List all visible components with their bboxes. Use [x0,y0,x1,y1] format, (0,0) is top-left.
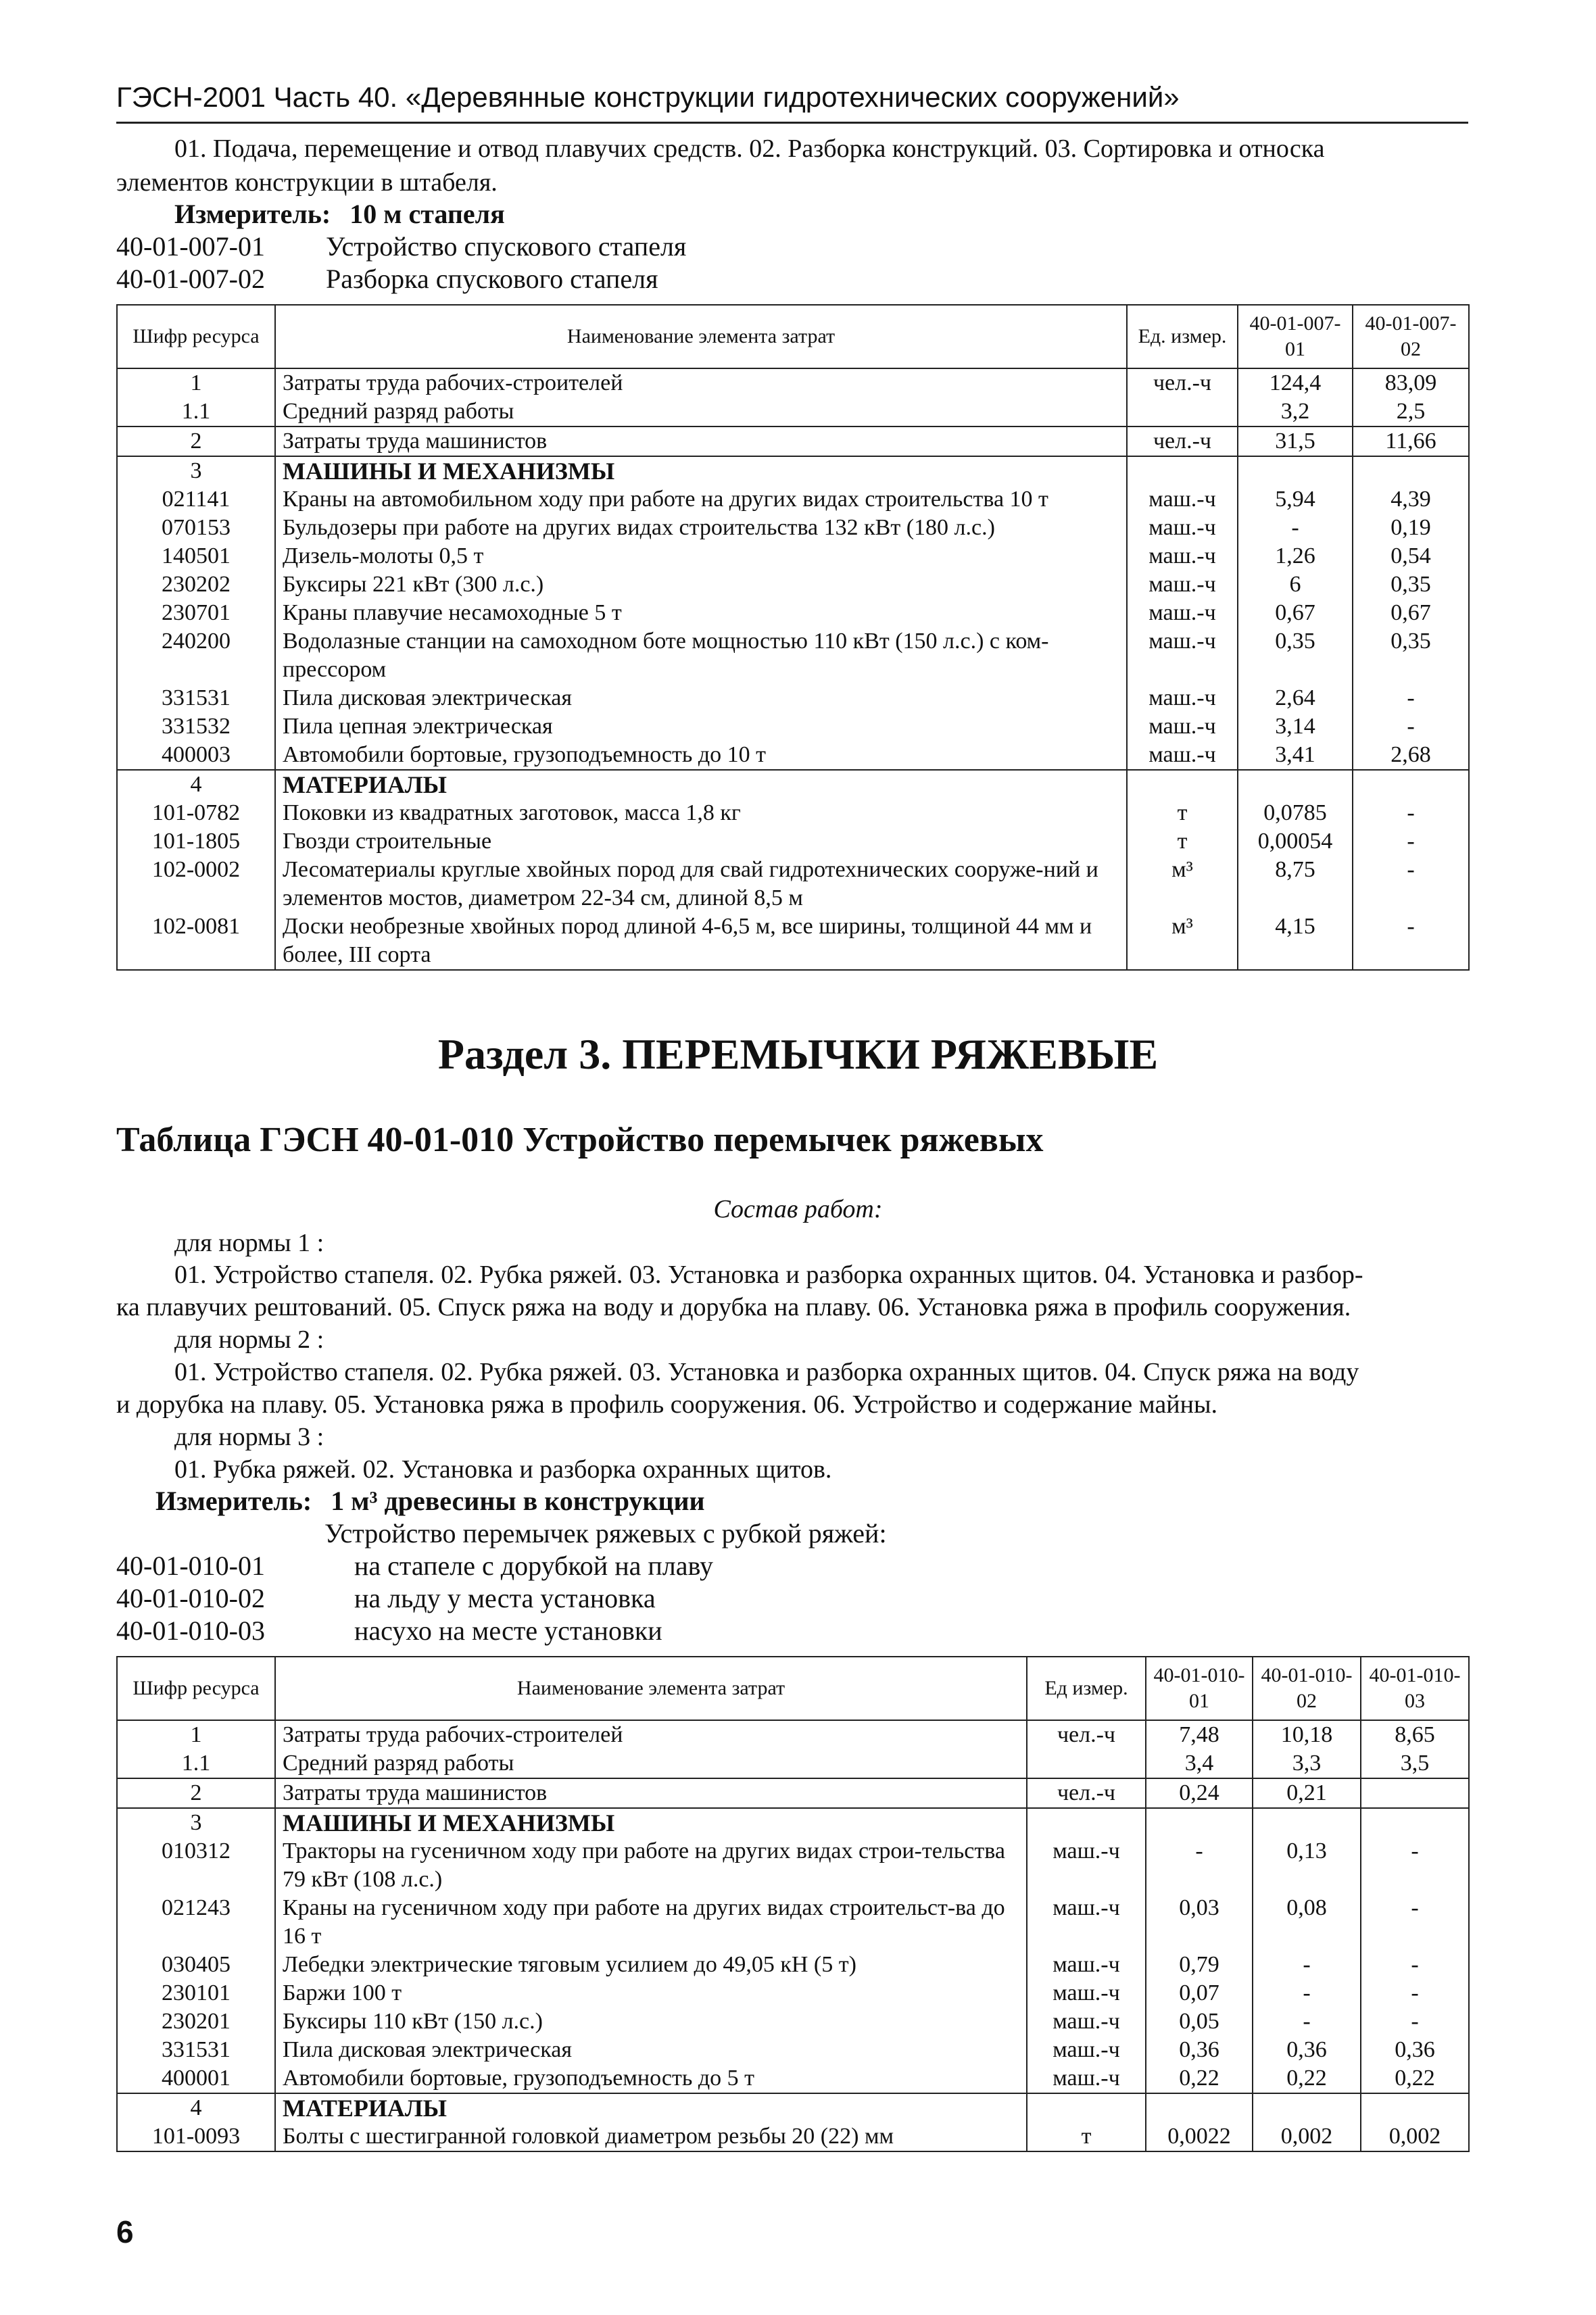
norm-value-1: 3,2 [1238,397,1353,427]
table-title: Таблица ГЭСН 40-01-010 Устройство перемычек ряжевых [116,1121,1044,1159]
norm-row [116,1549,1468,1583]
work-description-line2: элементов конструкции в штабеля. [116,168,498,197]
unit-cell: маш.-ч [1027,2007,1146,2036]
table-row [117,856,1469,912]
resource-code: 1 [117,368,275,397]
norm-value-2: - [1253,1979,1361,2007]
resource-table-1 [116,304,1470,971]
resource-name: Средний разряд работы [275,1749,1027,1778]
unit-cell: маш.-ч [1127,741,1238,770]
section-title: Раздел 3. ПЕРЕМЫЧКИ РЯЖЕВЫЕ [437,1030,1159,1078]
norms-intro: Устройство перемычек ряжевых с рубкой ряжей: [324,1518,887,1549]
composition-label: Состав работ: [713,1195,883,1223]
resource-code: 2 [117,427,275,456]
norm-name: на стапеле с дорубкой на плаву [354,1551,713,1581]
unit-cell [1127,770,1238,799]
resource-code: 3 [117,456,275,485]
table-row [117,2064,1469,2093]
resource-name: Буксиры 110 кВт (150 л.с.) [275,2007,1027,2036]
norm-value-1 [1238,456,1353,485]
norm-value-1: 0,22 [1146,2064,1253,2093]
resource-name: Гвозди строительные [275,827,1127,856]
norm-value-3: - [1361,1951,1469,1979]
norm-name: на льду у места установка [354,1583,656,1613]
unit-cell: маш.-ч [1127,599,1238,627]
resource-name: Пила дисковая электрическая [275,2036,1027,2064]
resource-name: Краны плавучие несамоходные 5 т [275,599,1127,627]
unit-cell: маш.-ч [1127,684,1238,712]
table-row [117,1749,1469,1778]
norm-value-1: 0,05 [1146,2007,1253,2036]
table-row [117,456,1469,485]
norm-value-3: 0,22 [1361,2064,1469,2093]
resource-code: 101-0782 [117,799,275,827]
norm-value-2: 83,09 [1353,368,1469,397]
resource-code: 2 [117,1778,275,1808]
table-row [117,1837,1469,1894]
resource-name: Средний разряд работы [275,397,1127,427]
norm-value-2: 0,35 [1353,570,1469,599]
norm-value-1: 0,79 [1146,1951,1253,1979]
norm-value-2: 0,08 [1253,1894,1361,1951]
header-unit: Ед измер. [1027,1657,1146,1720]
resource-code: 021141 [117,485,275,514]
resource-code: 230101 [117,1979,275,2007]
norm-name: насухо на месте установки [354,1615,662,1646]
table-header-row [117,1657,1469,1720]
norm-value-1: - [1238,514,1353,542]
table-row [117,485,1469,514]
norm-value-1: 3,41 [1238,741,1353,770]
norm-value-1: 0,35 [1238,627,1353,684]
work-group-line: и дорубка на плаву. 05. Установка ряжа в профиль сооружения. 06. Устройство и содержание майны. [116,1390,1217,1419]
norm-code: 40-01-010-01 [116,1551,265,1581]
norm-name: Устройство спускового стапеля [326,231,687,262]
norm-value-2: - [1353,799,1469,827]
norm-value-1: 8,75 [1238,856,1353,912]
unit-cell: маш.-ч [1127,485,1238,514]
norm-value-3: - [1361,1894,1469,1951]
norm-value-1: 6 [1238,570,1353,599]
resource-name: Пила цепная электрическая [275,712,1127,741]
norm-row [116,262,1468,296]
table-row [117,427,1469,456]
resource-code: 400001 [117,2064,275,2093]
norm-row [116,1614,1468,1648]
resource-name: Затраты труда рабочих-строителей [275,1720,1027,1749]
norm-value-3: 0,36 [1361,2036,1469,2064]
norm-value-2: 0,21 [1253,1778,1361,1808]
table-row [117,1951,1469,1979]
work-description-line1: 01. Подача, перемещение и отвод плавучих средств. 02. Разборка конструкций. 03. Сортировка и относка [174,135,1325,163]
norm-value-2: 0,36 [1253,2036,1361,2064]
norm-value-1: 0,00054 [1238,827,1353,856]
resource-code: 331531 [117,684,275,712]
resource-code: 101-0093 [117,2122,275,2151]
norm-value-1 [1146,1808,1253,1837]
unit-cell: т [1127,799,1238,827]
resource-code: 331532 [117,712,275,741]
unit-cell [1027,1808,1146,1837]
work-group-label: для нормы 1 : [174,1229,324,1257]
norm-row [116,230,1468,264]
table-row [117,599,1469,627]
work-group-label: для нормы 3 : [174,1423,324,1451]
measure-label: Измеритель: [155,1486,312,1516]
unit-cell [1127,397,1238,427]
resource-code: 230202 [117,570,275,599]
resource-name: Затраты труда рабочих-строителей [275,368,1127,397]
unit-cell: чел.-ч [1127,427,1238,456]
unit-cell: маш.-ч [1127,712,1238,741]
norm-value-2: - [1353,684,1469,712]
work-group-line: 01. Рубка ряжей. 02. Установка и разборка охранных щитов. [174,1455,832,1484]
resource-code: 102-0002 [117,856,275,912]
resource-code: 4 [117,770,275,799]
header-code: Шифр ресурса [117,305,275,368]
table-row [117,912,1469,970]
resource-code: 070153 [117,514,275,542]
table-row [117,2122,1469,2151]
unit-cell: маш.-ч [1027,1979,1146,2007]
table-row [117,1979,1469,2007]
unit-cell: маш.-ч [1027,2064,1146,2093]
resource-name: МАТЕРИАЛЫ [275,770,1127,799]
resource-name: Затраты труда машинистов [275,1778,1027,1808]
norm-value-3: - [1361,1979,1469,2007]
norm-value-3: 0,002 [1361,2122,1469,2151]
header-norm-col-1: 40-01-007-01 [1238,305,1353,368]
norm-value-3 [1361,2093,1469,2122]
norm-value-1: 4,15 [1238,912,1353,970]
norm-value-2: 4,39 [1353,485,1469,514]
table-row [117,712,1469,741]
norm-value-2: - [1353,912,1469,970]
measure-value: 1 м³ древесины в конструкции [331,1486,705,1516]
unit-cell: маш.-ч [1027,2036,1146,2064]
table-header-row [117,305,1469,368]
table-row [117,684,1469,712]
page-number: 6 [116,2214,134,2249]
resource-code: 102-0081 [117,912,275,970]
resource-code: 1.1 [117,1749,275,1778]
norm-value-1: 3,14 [1238,712,1353,741]
resource-name: Болты с шестигранной головкой диаметром резьбы 20 (22) мм [275,2122,1027,2151]
measure-label: Измеритель: [174,199,331,229]
unit-cell: маш.-ч [1127,570,1238,599]
resource-name: Буксиры 221 кВт (300 л.с.) [275,570,1127,599]
unit-cell: т [1127,827,1238,856]
work-group-line: 01. Устройство стапеля. 02. Рубка ряжей. 03. Установка и разборка охранных щитов. 04. Установка и разбор- [174,1261,1363,1289]
unit-cell: маш.-ч [1127,514,1238,542]
resource-name: Дизель-молоты 0,5 т [275,542,1127,570]
table-row [117,1808,1469,1837]
table-row [117,770,1469,799]
resource-code: 1.1 [117,397,275,427]
unit-cell: маш.-ч [1027,1837,1146,1894]
unit-cell [1027,2093,1146,2122]
norm-value-2: 2,5 [1353,397,1469,427]
resource-code: 331531 [117,2036,275,2064]
norm-code: 40-01-007-02 [116,264,265,294]
norm-value-2: 3,3 [1253,1749,1361,1778]
norm-value-2: 0,002 [1253,2122,1361,2151]
unit-cell: м³ [1127,856,1238,912]
table-row [117,2036,1469,2064]
measure-line [174,197,505,231]
work-group-label: для нормы 2 : [174,1325,324,1354]
table-row [117,514,1469,542]
norm-value-2 [1253,2093,1361,2122]
norm-value-1: - [1146,1837,1253,1894]
norm-value-3: 8,65 [1361,1720,1469,1749]
table-row [117,542,1469,570]
header-name: Наименование элемента затрат [275,305,1127,368]
norm-value-2: 0,22 [1253,2064,1361,2093]
norm-value-3 [1361,1778,1469,1808]
measure-value: 10 м стапеля [349,199,505,229]
resource-table-2 [116,1656,1470,2152]
unit-cell: чел.-ч [1127,368,1238,397]
resource-name: МАШИНЫ И МЕХАНИЗМЫ [275,1808,1027,1837]
resource-name: Краны на гусеничном ходу при работе на других видах строительст-ва до 16 т [275,1894,1027,1951]
norm-value-1: 5,94 [1238,485,1353,514]
unit-cell [1027,1749,1146,1778]
norm-value-2: - [1353,827,1469,856]
table-row [117,627,1469,684]
resource-code: 030405 [117,1951,275,1979]
norm-value-2: 0,19 [1353,514,1469,542]
resource-name: Бульдозеры при работе на других видах строительства 132 кВт (180 л.с.) [275,514,1127,542]
resource-code: 1 [117,1720,275,1749]
norm-value-1: 0,0022 [1146,2122,1253,2151]
norm-value-1: 0,36 [1146,2036,1253,2064]
resource-code: 140501 [117,542,275,570]
header-unit: Ед. измер. [1127,305,1238,368]
resource-name: Автомобили бортовые, грузоподъемность до 5 т [275,2064,1027,2093]
resource-name: Автомобили бортовые, грузоподъемность до 10 т [275,741,1127,770]
unit-cell: маш.-ч [1127,542,1238,570]
header-norm-col-3: 40-01-010-03 [1361,1657,1469,1720]
resource-code: 240200 [117,627,275,684]
norm-value-2 [1353,456,1469,485]
norm-value-2: 0,35 [1353,627,1469,684]
table-row [117,2007,1469,2036]
unit-cell [1127,456,1238,485]
norm-code: 40-01-007-01 [116,231,265,262]
resource-name: Доски необрезные хвойных пород длиной 4-6,5 м, все ширины, толщиной 44 мм и более, III сорта [275,912,1127,970]
header-name: Наименование элемента затрат [275,1657,1027,1720]
norm-value-3: - [1361,1837,1469,1894]
norm-value-2 [1353,770,1469,799]
table-row [117,2093,1469,2122]
norm-code: 40-01-010-02 [116,1583,265,1613]
header-code: Шифр ресурса [117,1657,275,1720]
table-row [117,741,1469,770]
resource-name: Водолазные станции на самоходном боте мощностью 110 кВт (150 л.с.) с ком-прессором [275,627,1127,684]
norm-value-1: 0,0785 [1238,799,1353,827]
norm-value-1: 0,67 [1238,599,1353,627]
norm-value-1 [1146,2093,1253,2122]
norm-value-2: - [1353,856,1469,912]
resource-name: Краны на автомобильном ходу при работе на других видах строительства 10 т [275,485,1127,514]
norm-value-2: 0,67 [1353,599,1469,627]
resource-name: Пила дисковая электрическая [275,684,1127,712]
table-row [117,1720,1469,1749]
resource-name: МАТЕРИАЛЫ [275,2093,1027,2122]
resource-code: 101-1805 [117,827,275,856]
table-row [117,799,1469,827]
unit-cell: маш.-ч [1027,1951,1146,1979]
resource-name: Лебедки электрические тяговым усилием до 49,05 кН (5 т) [275,1951,1027,1979]
table-row [117,368,1469,397]
unit-cell: м³ [1127,912,1238,970]
norm-name: Разборка спускового стапеля [326,264,658,294]
norm-value-1: 2,64 [1238,684,1353,712]
resource-name: МАШИНЫ И МЕХАНИЗМЫ [275,456,1127,485]
norm-value-2: - [1253,2007,1361,2036]
unit-cell: т [1027,2122,1146,2151]
norm-value-3: - [1361,2007,1469,2036]
resource-name: Лесоматериалы круглые хвойных пород для свай гидротехнических сооруже-ний и элементов мостов, диаметром 22-34 см, длиной 8,5 м [275,856,1127,912]
resource-name: Поковки из квадратных заготовок, масса 1,8 кг [275,799,1127,827]
table-row [117,570,1469,599]
measure-line-2 [155,1484,705,1518]
norm-value-2: 0,13 [1253,1837,1361,1894]
norm-value-2: 11,66 [1353,427,1469,456]
resource-code: 3 [117,1808,275,1837]
resource-name: Баржи 100 т [275,1979,1027,2007]
norm-code: 40-01-010-03 [116,1615,265,1646]
norm-value-3: 3,5 [1361,1749,1469,1778]
norm-value-1 [1238,770,1353,799]
norm-value-1: 1,26 [1238,542,1353,570]
table-row [117,397,1469,427]
norm-value-2: 0,54 [1353,542,1469,570]
table-row [117,827,1469,856]
header-norm-col-2: 40-01-007-02 [1353,305,1469,368]
norm-value-1: 3,4 [1146,1749,1253,1778]
norm-value-1: 124,4 [1238,368,1353,397]
norm-value-1: 7,48 [1146,1720,1253,1749]
norm-value-1: 0,03 [1146,1894,1253,1951]
table-row [117,1778,1469,1808]
norm-value-1: 0,24 [1146,1778,1253,1808]
resource-code: 230701 [117,599,275,627]
running-header: ГЭСН-2001 Часть 40. «Деревянные конструкции гидротехнических сооружений» [116,80,1468,124]
resource-code: 4 [117,2093,275,2122]
unit-cell: маш.-ч [1127,627,1238,684]
work-group-line: 01. Устройство стапеля. 02. Рубка ряжей. 03. Установка и разборка охранных щитов. 04. Спуск ряжа на воду [174,1358,1359,1386]
unit-cell: чел.-ч [1027,1778,1146,1808]
norm-value-2: - [1253,1951,1361,1979]
norm-row [116,1582,1468,1615]
norm-value-2: 10,18 [1253,1720,1361,1749]
resource-name: Тракторы на гусеничном ходу при работе на других видах строи-тельства 79 кВт (108 л.с.) [275,1837,1027,1894]
unit-cell: маш.-ч [1027,1894,1146,1951]
resource-code: 400003 [117,741,275,770]
header-norm-col-2: 40-01-010-02 [1253,1657,1361,1720]
norm-value-2 [1253,1808,1361,1837]
norm-value-1: 0,07 [1146,1979,1253,2007]
table-row [117,1894,1469,1951]
resource-name: Затраты труда машинистов [275,427,1127,456]
norm-value-2: 2,68 [1353,741,1469,770]
work-group-line: ка плавучих рештований. 05. Спуск ряжа на воду и дорубка на плаву. 06. Установка ряжа в профиль сооружения. [116,1293,1351,1321]
resource-code: 230201 [117,2007,275,2036]
resource-code: 021243 [117,1894,275,1951]
norm-value-3 [1361,1808,1469,1837]
resource-code: 010312 [117,1837,275,1894]
norm-value-2: - [1353,712,1469,741]
header-norm-col-1: 40-01-010-01 [1146,1657,1253,1720]
norm-value-1: 31,5 [1238,427,1353,456]
unit-cell: чел.-ч [1027,1720,1146,1749]
